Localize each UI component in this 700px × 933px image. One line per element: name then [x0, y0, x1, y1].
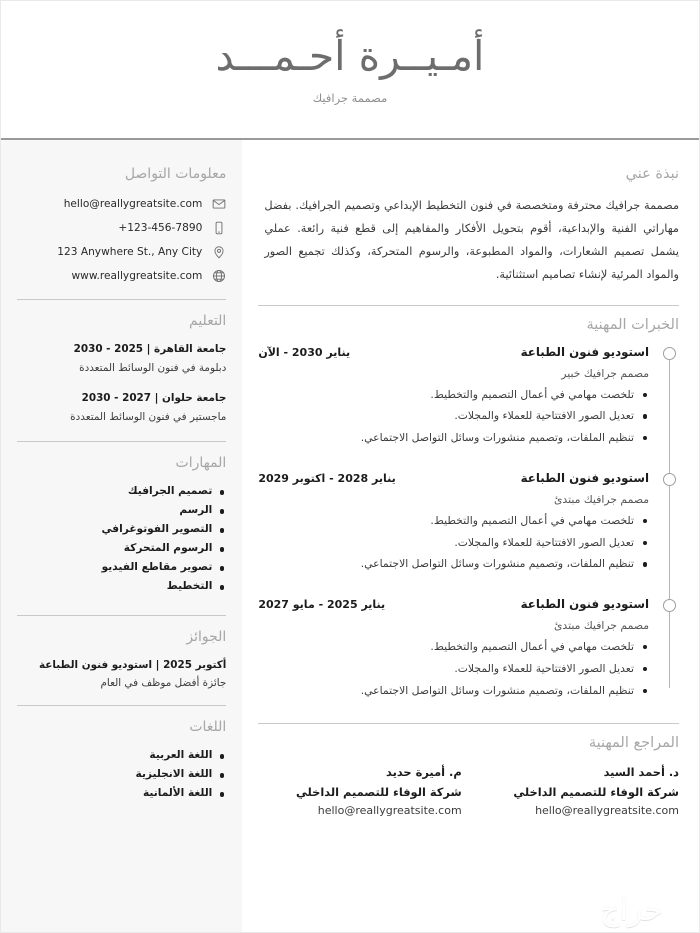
divider [258, 305, 679, 306]
envelope-icon [211, 196, 226, 211]
experience-dates: يناير 2030 - الآن [258, 345, 351, 359]
skill-item: الرسم [17, 504, 226, 523]
education-degree: ماجستير في فنون الوسائط المتعددة [70, 410, 227, 423]
contact-email-row[interactable] [17, 196, 226, 211]
section-title-contact: معلومات التواصل [124, 166, 227, 182]
reference-company: شركة الوفاء للتصميم الداخلي [296, 785, 462, 800]
contact-phone-text: +123-456-7890 [118, 221, 203, 234]
skill-item: تصوير مقاطع الفيديو [17, 561, 226, 580]
experience-header [258, 597, 649, 611]
experience-timeline [258, 345, 679, 705]
section-title-education: التعليم [189, 313, 227, 329]
section-title-references: المراجع المهنية [588, 735, 679, 752]
phone-icon [211, 220, 226, 235]
timeline-dot-icon [663, 473, 676, 486]
timeline-dot-icon [663, 347, 676, 360]
section-skills [17, 441, 226, 599]
languages-list [17, 749, 226, 806]
experience-bullet: تلخصت مهامي في أعمال التصميم والتخطيط. [258, 513, 649, 535]
reference-company: شركة الوفاء للتصميم الداخلي [513, 785, 679, 800]
experience-role: مصمم جرافيك خبير [561, 366, 649, 380]
experience-company: استوديو فنون الطباعة [520, 597, 649, 612]
experience-bullet: تنظيم الملفات، وتصميم منشورات وسائل التواصل الاجتماعي. [258, 430, 649, 452]
contact-website-text: www.reallygreatsite.com [71, 269, 203, 282]
candidate-job-title: مصممة جرافيك [312, 91, 388, 106]
experience-dates: يناير 2025 - مايو 2027 [258, 598, 386, 612]
experience-bullet-list [258, 513, 649, 578]
section-title-languages: اللغات [189, 719, 227, 736]
experience-bullet: تنظيم الملفات، وتصميم منشورات وسائل التواصل الاجتماعي. [258, 556, 649, 578]
contact-website-row[interactable] [17, 268, 226, 283]
language-item: اللغة الانجليزية [17, 768, 226, 787]
skills-list [17, 485, 226, 599]
timeline-dot-icon [663, 599, 676, 612]
sidebar-column [1, 140, 242, 932]
contact-phone-row[interactable] [17, 220, 226, 235]
experience-dates: يناير 2028 - اكتوبر 2029 [258, 471, 396, 485]
main-column [242, 140, 699, 932]
experience-bullet: تعديل الصور الافتتاحية للعملاء والمجلات. [258, 408, 649, 430]
divider [17, 615, 226, 616]
candidate-name: أمـيــرة أحـمـــد [215, 31, 485, 80]
experience-bullet: تعديل الصور الافتتاحية للعملاء والمجلات. [258, 535, 649, 557]
education-degree: دبلومة في فنون الوسائط المتعددة [79, 362, 227, 374]
experience-role: مصمم جرافيك مبتدئ [553, 492, 649, 506]
experience-item [258, 597, 649, 704]
contact-address-row[interactable] [17, 244, 226, 259]
location-pin-icon [211, 244, 226, 259]
experience-item [258, 345, 649, 452]
education-school-years: جامعة القاهرة | 2025 - 2030 [73, 343, 227, 355]
contact-list [17, 196, 226, 283]
section-awards [17, 615, 226, 689]
experience-company: استوديو فنون الطباعة [520, 470, 649, 485]
timeline-line [669, 355, 670, 689]
skill-item: الرسوم المتحركة [17, 542, 226, 561]
section-references [258, 723, 679, 817]
section-title-about: نبذة عني [625, 166, 679, 182]
section-languages [17, 705, 226, 806]
skill-item: التخطيط [17, 580, 226, 599]
experience-bullet: تلخصت مهامي في أعمال التصميم والتخطيط. [258, 639, 649, 661]
reference-name: د. أحمد السيد [603, 765, 679, 780]
section-title-experience: الخبرات المهنية [586, 316, 679, 333]
divider [17, 705, 226, 706]
reference-item [258, 765, 461, 817]
references-list [258, 763, 679, 817]
experience-bullet-list [258, 639, 649, 704]
globe-icon [211, 268, 226, 283]
education-item [17, 343, 226, 377]
education-item [17, 392, 226, 426]
reference-email: hello@reallygreatsite.com [317, 804, 462, 818]
contact-address-text: 123 Anywhere St., Any City [57, 245, 203, 258]
language-item: اللغة العربية [17, 749, 226, 768]
reference-name: م. أميرة حديد [386, 765, 462, 780]
section-education [17, 299, 226, 425]
resume-header [1, 1, 699, 140]
award-item [17, 659, 226, 689]
resume-body [1, 140, 699, 932]
experience-bullet-list [258, 387, 649, 452]
experience-bullet: تعديل الصور الافتتاحية للعملاء والمجلات. [258, 661, 649, 683]
award-description: جائزة أفضل موظف في العام [100, 677, 227, 690]
section-title-skills: المهارات [175, 455, 227, 472]
experience-header [258, 345, 649, 359]
experience-bullet: تلخصت مهامي في أعمال التصميم والتخطيط. [258, 387, 649, 409]
reference-item [476, 765, 679, 817]
watermark: حراج [600, 893, 663, 928]
experience-company: استوديو فنون الطباعة [520, 344, 649, 359]
divider [17, 299, 226, 300]
section-contact [17, 166, 226, 283]
section-about [258, 166, 679, 287]
reference-email: hello@reallygreatsite.com [535, 804, 679, 818]
experience-item [258, 471, 649, 578]
education-school-years: جامعة حلوان | 2027 - 2030 [81, 391, 227, 404]
section-title-awards: الجوائز [186, 629, 227, 646]
award-date-org: أكتوبر 2025 | استوديو فنون الطباعة [38, 659, 227, 672]
divider [258, 723, 679, 724]
skill-item: تصميم الجرافيك [17, 485, 226, 504]
skill-item: التصوير الفوتوغرافي [17, 523, 226, 542]
contact-email-text: hello@reallygreatsite.com [63, 197, 203, 210]
experience-header [258, 471, 649, 485]
experience-bullet: تنظيم الملفات، وتصميم منشورات وسائل التواصل الاجتماعي. [258, 683, 649, 705]
divider [17, 441, 226, 442]
section-experience [258, 305, 679, 705]
experience-role: مصمم جرافيك مبتدئ [553, 619, 649, 633]
language-item: اللغة الألمانية [17, 787, 226, 806]
about-text: مصممة جرافيك محترفة ومتخصصة في فنون التخطيط الإبداعي وتصميم الجرافيك. بفضل مهاراتي الفنية والإبداعية، أقوم بتحويل الأفكار والمفاهيم إلى قطع فنية رائعة. عملي يشمل تصميم الشعارات، والمواد المطبوعة، والرسوم المتحركة، وكذلك تجميع الصور والمواد المرئية لإنشاء تصاميم استثنائية. [264, 199, 679, 282]
